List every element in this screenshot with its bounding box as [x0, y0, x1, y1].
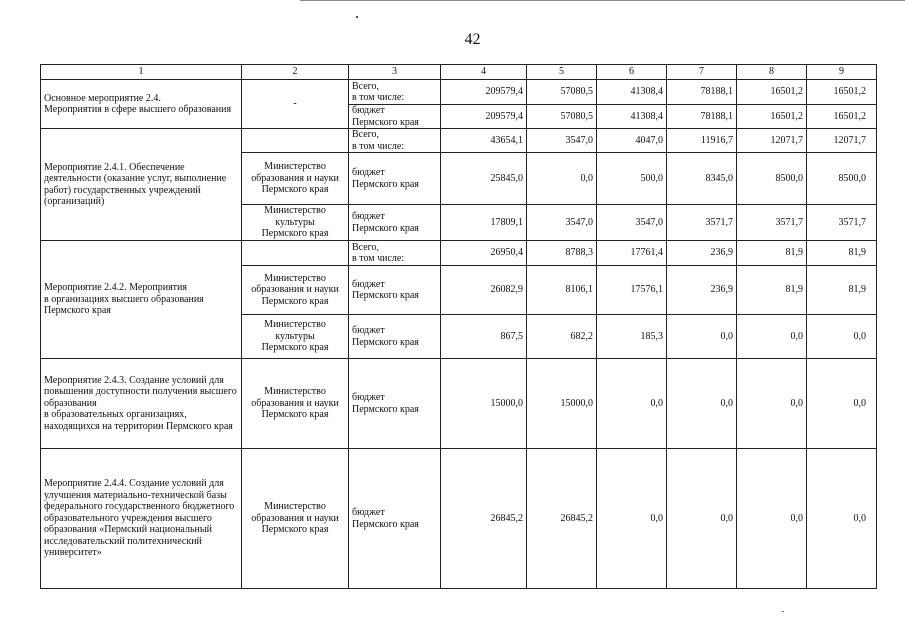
value-cell: 57080,5 [527, 80, 597, 105]
value-cell: 0,0 [807, 315, 877, 359]
value-cell: 0,0 [667, 449, 737, 589]
funding-source: Всего, в том числе: [349, 129, 441, 153]
value-cell: 78188,1 [667, 80, 737, 105]
value-cell: 4047,0 [597, 129, 667, 153]
funding-source: бюджет Пермского края [349, 205, 441, 241]
value-cell: 15000,0 [441, 359, 527, 449]
value-cell: 12071,7 [737, 129, 807, 153]
funding-source: бюджет Пермского края [349, 153, 441, 205]
value-cell: 3571,7 [737, 205, 807, 241]
activity-name: Мероприятие 2.4.4. Создание условий для улучшения материально-технической базы федерального государственного бюджетного образовательного учреждения высшего образования «Пермский национальный исследовательский политехнический университет» [41, 449, 242, 589]
activity-name: Мероприятие 2.4.2. Мероприятия в организациях высшего образования Пермского края [41, 241, 242, 359]
value-cell: 3547,0 [597, 205, 667, 241]
responsible-cell: Министерство образования и науки Пермского края [242, 359, 349, 449]
value-cell: 0,0 [597, 449, 667, 589]
value-cell: 3571,7 [667, 205, 737, 241]
value-cell: 25845,0 [441, 153, 527, 205]
scan-mark [782, 611, 784, 612]
page-number: 42 [464, 31, 481, 48]
responsible-cell [242, 241, 349, 266]
value-cell: 41308,4 [597, 80, 667, 105]
responsible-cell: Министерство культуры Пермского края [242, 205, 349, 241]
activity-name: Мероприятие 2.4.1. Обеспечение деятельности (оказание услуг, выполнение работ) государственных учреждений (организаций) [41, 129, 242, 241]
value-cell: 0,0 [667, 359, 737, 449]
column-header: 6 [597, 65, 667, 80]
value-cell: 209579,4 [441, 105, 527, 129]
header-row [41, 65, 877, 80]
funding-source: бюджет Пермского края [349, 449, 441, 589]
value-cell: 3571,7 [807, 205, 877, 241]
responsible-cell: Министерство образования и науки Пермского края [242, 266, 349, 315]
table-row [41, 129, 877, 153]
responsible-cell: Министерство образования и науки Пермского края [242, 153, 349, 205]
value-cell: 0,0 [597, 359, 667, 449]
value-cell: 15000,0 [527, 359, 597, 449]
value-cell: 26950,4 [441, 241, 527, 266]
value-cell: 0,0 [667, 315, 737, 359]
column-header: 5 [527, 65, 597, 80]
responsible-cell: - [242, 80, 349, 129]
value-cell: 43654,1 [441, 129, 527, 153]
funding-source: бюджет Пермского края [349, 266, 441, 315]
activity-name: Мероприятие 2.4.3. Создание условий для повышения доступности получения высшего образования в образовательных организациях, находящихся на территории Пермского края [41, 359, 242, 449]
value-cell: 236,9 [667, 266, 737, 315]
funding-source: бюджет Пермского края [349, 315, 441, 359]
value-cell: 8500,0 [807, 153, 877, 205]
value-cell: 81,9 [737, 241, 807, 266]
funding-source: бюджет Пермского края [349, 105, 441, 129]
value-cell: 16501,2 [737, 105, 807, 129]
column-header: 4 [441, 65, 527, 80]
value-cell: 8500,0 [737, 153, 807, 205]
value-cell: 8788,3 [527, 241, 597, 266]
value-cell: 0,0 [807, 449, 877, 589]
value-cell: 500,0 [597, 153, 667, 205]
value-cell: 209579,4 [441, 80, 527, 105]
value-cell: 0,0 [807, 359, 877, 449]
responsible-cell [242, 129, 349, 153]
value-cell: 57080,5 [527, 105, 597, 129]
value-cell: 867,5 [441, 315, 527, 359]
value-cell: 26845,2 [527, 449, 597, 589]
value-cell: 185,3 [597, 315, 667, 359]
column-header: 3 [349, 65, 441, 80]
value-cell: 78188,1 [667, 105, 737, 129]
value-cell: 16501,2 [807, 80, 877, 105]
value-cell: 8345,0 [667, 153, 737, 205]
column-header: 8 [737, 65, 807, 80]
budget-table [40, 64, 877, 589]
table-row [41, 359, 877, 449]
table-row [41, 449, 877, 589]
value-cell: 12071,7 [807, 129, 877, 153]
value-cell: 11916,7 [667, 129, 737, 153]
funding-source: Всего, в том числе: [349, 241, 441, 266]
value-cell: 0,0 [527, 153, 597, 205]
value-cell: 17761,4 [597, 241, 667, 266]
top-rule [300, 0, 905, 1]
value-cell: 16501,2 [737, 80, 807, 105]
value-cell: 81,9 [807, 266, 877, 315]
column-header: 1 [41, 65, 242, 80]
value-cell: 0,0 [737, 449, 807, 589]
column-header: 7 [667, 65, 737, 80]
column-header: 2 [242, 65, 349, 80]
value-cell: 81,9 [737, 266, 807, 315]
value-cell: 236,9 [667, 241, 737, 266]
value-cell: 26845,2 [441, 449, 527, 589]
value-cell: 26082,9 [441, 266, 527, 315]
responsible-cell: Министерство образования и науки Пермского края [242, 449, 349, 589]
responsible-cell: Министерство культуры Пермского края [242, 315, 349, 359]
value-cell: 41308,4 [597, 105, 667, 129]
column-header: 9 [807, 65, 877, 80]
table-row [41, 241, 877, 266]
value-cell: 0,0 [737, 359, 807, 449]
funding-source: бюджет Пермского края [349, 359, 441, 449]
value-cell: 682,2 [527, 315, 597, 359]
value-cell: 8106,1 [527, 266, 597, 315]
scan-mark [356, 16, 358, 18]
value-cell: 3547,0 [527, 129, 597, 153]
value-cell: 17576,1 [597, 266, 667, 315]
value-cell: 0,0 [737, 315, 807, 359]
value-cell: 17809,1 [441, 205, 527, 241]
value-cell: 81,9 [807, 241, 877, 266]
table-row [41, 80, 877, 105]
value-cell: 16501,2 [807, 105, 877, 129]
value-cell: 3547,0 [527, 205, 597, 241]
activity-name: Основное мероприятие 2.4. Мероприятия в сфере высшего образования [41, 80, 242, 129]
funding-source: Всего, в том числе: [349, 80, 441, 105]
